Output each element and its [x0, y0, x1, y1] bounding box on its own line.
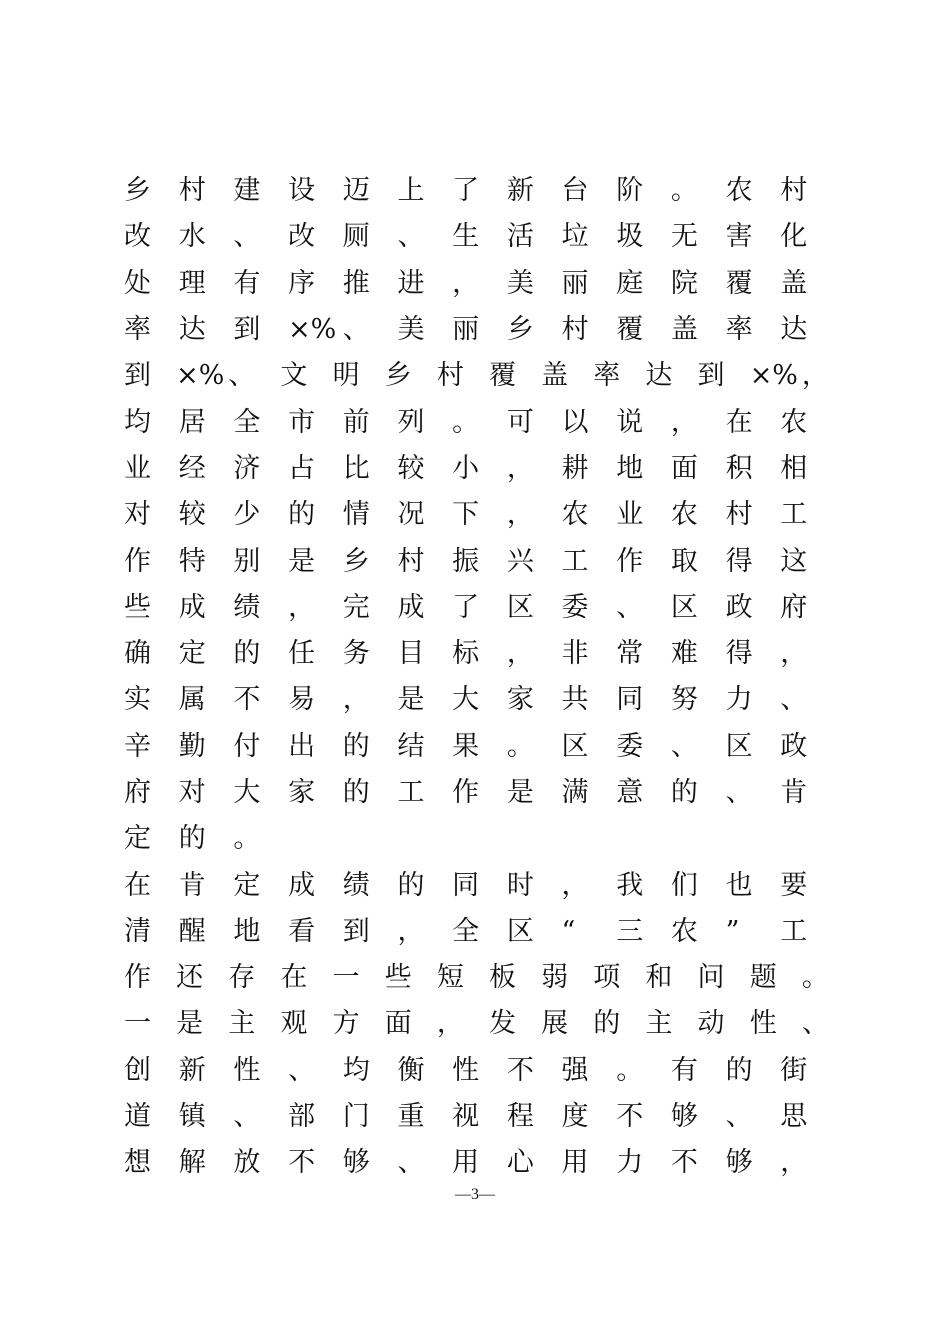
text-line: 作 特 别 是 乡 村 振 兴 工 作 取 得 这 — [124, 545, 808, 577]
text-line: 乡 村 建 设 迈 上 了 新 台 阶 。 农 村 — [124, 175, 808, 207]
text-line: 道 镇 、 部 门 重 视 程 度 不 够 、 思 — [124, 1101, 808, 1133]
text-line: 业 经 济 占 比 较 小 ， 耕 地 面 积 相 — [124, 452, 808, 484]
text-line: 在 肯 定 成 绩 的 同 时 ， 我 们 也 要 — [124, 869, 808, 901]
text-line: 作 还 存 在 一 些 短 板 弱 项 和 问 题 。 — [124, 962, 829, 994]
page-number: —3— — [455, 1186, 495, 1203]
text-line: 改 水 、 改 厕 、 生 活 垃 圾 无 害 化 — [124, 221, 808, 253]
body-text — [124, 168, 854, 1187]
text-line: 一 是 主 观 方 面 ， 发 展 的 主 动 性 、 — [124, 1008, 829, 1040]
text-line: 实 属 不 易 ， 是 大 家 共 同 努 力 、 — [124, 684, 808, 716]
text-line: 创 新 性 、 均 衡 性 不 强 。 有 的 街 — [124, 1054, 808, 1086]
text-line: 清 醒 地 看 到 ， 全 区 “ 三 农 ” 工 — [124, 915, 808, 947]
text-line: 到 ×% 、 文 明 乡 村 覆 盖 率 达 到 ×% ， — [124, 360, 829, 392]
text-line: 对 较 少 的 情 况 下 ， 农 业 农 村 工 — [124, 499, 808, 531]
text-line: 辛 勤 付 出 的 结 果 。 区 委 、 区 政 — [124, 730, 808, 762]
text-line: 均 居 全 市 前 列 。 可 以 说 ， 在 农 — [124, 406, 808, 438]
text-line: 率 达 到 ×% 、 美 丽 乡 村 覆 盖 率 达 — [124, 314, 808, 346]
text-line: 些 成 绩 ， 完 成 了 区 委 、 区 政 府 — [124, 591, 808, 623]
text-line: 想 解 放 不 够 、 用 心 用 力 不 够 ， — [124, 1147, 808, 1179]
text-line: 定 的 。 — [124, 823, 261, 855]
text-line: 处 理 有 序 推 进 ， 美 丽 庭 院 覆 盖 — [124, 267, 808, 299]
text-line: 府 对 大 家 的 工 作 是 满 意 的 、 肯 — [124, 777, 808, 808]
text-line: 确 定 的 任 务 目 标 ， 非 常 难 得 ， — [124, 638, 808, 670]
